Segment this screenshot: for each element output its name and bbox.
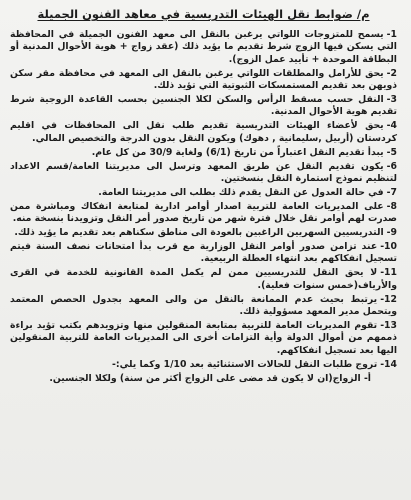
rule-text: في حالة العدول عن النقل يقدم ذلك بطلب الى مديريتنا العامة. xyxy=(98,186,384,198)
rule-item xyxy=(10,147,397,159)
rule-item xyxy=(10,320,397,357)
rule-text: على المديريات العامة للتربية اصدار أوامر ادارية لمتابعة انفكاك ومباشرة ممن صدرت لهم أوامر نقل خلال فترة شهر من تاريخ صدور أمر النقل وتزويدنا بنسخة منه. xyxy=(10,200,397,225)
rule-number: 14- xyxy=(380,358,397,370)
rule-text: تقوم المديريات العامة للتربية بمتابعة المنقولين منها وتزويدهم بكتب تؤيد براءة ذممهم من أموال الدولة وأية التزامات أخرى الى المديريات العامة للتربية المنقولين اليها بعد تسجيل انفكاكهم. xyxy=(10,319,397,356)
rule-number: 13- xyxy=(380,319,397,331)
rule-item xyxy=(10,227,397,239)
rule-text: يرتبط بحيث عدم الممانعة بالنقل من والى المعهد بجدول الحصص المعتمد ويتحمل مدير المعهد مسؤولية ذلك. xyxy=(10,293,397,318)
rule-text: يكون تقديم النقل عن طريق المعهد وترسل الى مديريتنا العامة/قسم الاعداد لتنظيم نموذج استمارة النقل بنسختين. xyxy=(10,160,397,184)
rule-item xyxy=(10,94,397,119)
rule-item xyxy=(10,29,397,66)
rule-number: 11- xyxy=(380,267,397,279)
rule-number: 6- xyxy=(386,160,397,172)
rule-number: 12- xyxy=(380,293,397,305)
rule-item xyxy=(10,161,397,186)
rule-item xyxy=(10,359,397,371)
rule-number: 8- xyxy=(386,200,397,212)
rules-list xyxy=(10,29,397,371)
rule-item xyxy=(10,241,397,266)
rule-text: النقل حسب مسقط الرأس والسكن لكلا الجنسين بحسب القاعدة الزوجية شرط تقديم هوية الأحوال المدنية. xyxy=(10,94,397,118)
rule-item xyxy=(10,68,397,93)
rule-item xyxy=(10,201,397,226)
rule-number: 3- xyxy=(386,94,397,106)
rule-item xyxy=(10,294,397,319)
rule-text: يحق للأرامل والمطلقات اللواتي يرغبن بالنقل الى المعهد في محافظة مقر سكن ذويهن بعد تقديم المستمسكات الثبوتية التي تؤيد ذلك. xyxy=(10,67,397,92)
rule-number: 7- xyxy=(386,186,397,198)
rule-text: يسمح للمتزوجات اللواتي يرغبن بالنقل الى معهد الفنون الجميلة في المحافظة التي يسكن فيها الزوج شرط تقديم ما يؤيد ذلك (عقد زواج + هوية الأحوال المدنية أو البطاقة الموحدة + تأييد عمل الزوج). xyxy=(10,29,397,65)
rule-text: التدريسيين السهريين الراغبين بالعودة الى مناطق سكناهم بعد تقديم ما يؤيد ذلك. xyxy=(14,227,384,239)
rule-text: يبدأ تقديم النقل اعتباراً من تاريخ (6/1) ولغاية 30/9 من كل عام. xyxy=(91,146,384,158)
rule-item xyxy=(10,187,397,199)
page-title: م/ ضوابط نقل الهيئات التدريسية في معاهد الفنون الجميلة xyxy=(37,7,370,21)
rule-number: 10- xyxy=(380,241,397,252)
rule-text: لا يحق النقل للتدريسيين ممن لم يكمل المدة القانونية للخدمة في القرى والأرياف(خمس سنوات فعلية). xyxy=(10,267,397,291)
subitem-a: أ- الزواج(ان لا يكون قد مضى على الزواج أكثر من سنة) ولكلا الجنسين. xyxy=(49,372,371,384)
rule-text: عند تزامن صدور أوامر النقل الوزارية مع قرب بدأ امتحانات نصف السنة فيتم تسجيل انفكاكهم بعد انتهاء العطلة الربيعية. xyxy=(10,241,397,265)
rule-text: تروج طلبات النقل للحالات الاستثنائية بعد 1/10 وكما يلي:- xyxy=(112,358,378,370)
rule-number: 4- xyxy=(386,120,397,132)
rule-text: يحق لأعضاء الهيئات التدريسية تقديم طلب نقل الى المحافظات في اقليم كردستان (أربيل ,سليمانية , دهوك) ويكون النقل بدون الدرجة والتخصيص المالي. xyxy=(10,120,397,144)
rule-number: 5- xyxy=(386,146,397,158)
rule-item xyxy=(10,267,397,292)
rule-number: 1- xyxy=(386,29,397,40)
rule-number: 2- xyxy=(386,67,397,79)
rule-number: 9- xyxy=(386,227,397,239)
rule-item xyxy=(10,120,397,145)
